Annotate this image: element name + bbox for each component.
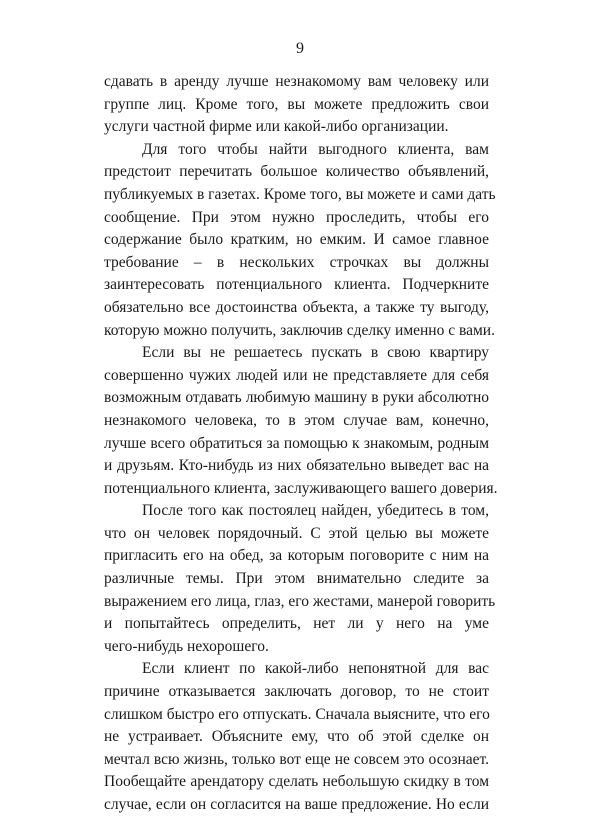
text-line: совершенно чужих людей или не представляете для себя xyxy=(104,366,489,384)
text-line: незнакомого человека, то в этом случае вам, конечно, xyxy=(104,411,489,429)
text-line: Для того чтобы найти выгодного клиента, вам xyxy=(142,140,489,158)
paragraph xyxy=(104,500,496,658)
text-line: содержание было кратким, но емким. И самое главное xyxy=(104,231,489,249)
text-line: предстоит перечитать большое количество объявлений, xyxy=(104,163,489,181)
text-line: и попытайтесь определить, нет ли у него на уме xyxy=(104,615,489,633)
text-line: причине отказывается заключать договор, то не стоит xyxy=(104,683,489,701)
text-line: сообщение. При этом нужно проследить, чтобы его xyxy=(104,208,489,226)
text-line: Если клиент по какой-либо непонятной для вас xyxy=(142,660,489,678)
text-line: чего-нибудь нехорошего. xyxy=(104,637,269,655)
text-line: и друзьям. Кто-нибудь из них обязательно выведет вас на xyxy=(104,457,489,475)
text-line: различные темы. При этом внимательно следите за xyxy=(104,570,489,588)
text-line: Пообещайте арендатору сделать небольшую скидку в том xyxy=(104,773,489,791)
text-line: услуги частной фирме или какой-либо организации. xyxy=(104,118,449,136)
text-line: что он человек порядочный. С этой целью вы можете xyxy=(104,524,489,542)
text-line: потенциального клиента, заслуживающего вашего доверия. xyxy=(104,479,498,497)
paragraph xyxy=(104,71,489,139)
text-line: которую можно получить, заключив сделку именно с вами. xyxy=(104,321,495,339)
text-line: группе лиц. Кроме того, вы можете предложить свои xyxy=(104,95,489,113)
paragraph xyxy=(104,342,498,500)
text-line: возможным отдавать любимую машину в руки абсолютно xyxy=(104,389,489,407)
text-line: лучше всего обратиться за помощью к знакомым, родным xyxy=(104,434,489,452)
text-line: обязательно все достоинства объекта, а также ту выгоду, xyxy=(104,298,489,316)
text-line: требование – в нескольких строчках вы должны xyxy=(104,253,489,271)
page-number: 9 xyxy=(296,40,304,57)
text-line: После того как постоялец найден, убедитесь в том, xyxy=(142,502,489,520)
text-line: пригласить его на обед, за которым поговорите с ним на xyxy=(104,547,489,565)
text-line: не устраивает. Объясните ему, что об этой сделке он xyxy=(104,728,489,746)
paragraph xyxy=(104,658,489,816)
text-body xyxy=(104,71,498,817)
text-line: слишком быстро его отпускать. Сначала выясните, что его xyxy=(104,705,490,723)
paragraph xyxy=(104,139,496,342)
text-line: сдавать в аренду лучше незнакомому вам человеку или xyxy=(104,73,489,90)
text-line: заинтересовать потенциального клиента. Подчеркните xyxy=(104,276,489,294)
text-line: публикуемых в газетах. Кроме того, вы можете и сами дать xyxy=(104,185,496,203)
text-line: выражением его лица, глаз, его жестами, манерой говорить xyxy=(104,592,496,610)
text-line: случае, если он согласится на ваше предложение. Но если xyxy=(104,796,489,813)
text-line: Если вы не решаетесь пускать в свою квартиру xyxy=(142,344,489,362)
text-line: мечтал всю жизнь, только вот еще не совсем это осознает. xyxy=(104,750,489,768)
